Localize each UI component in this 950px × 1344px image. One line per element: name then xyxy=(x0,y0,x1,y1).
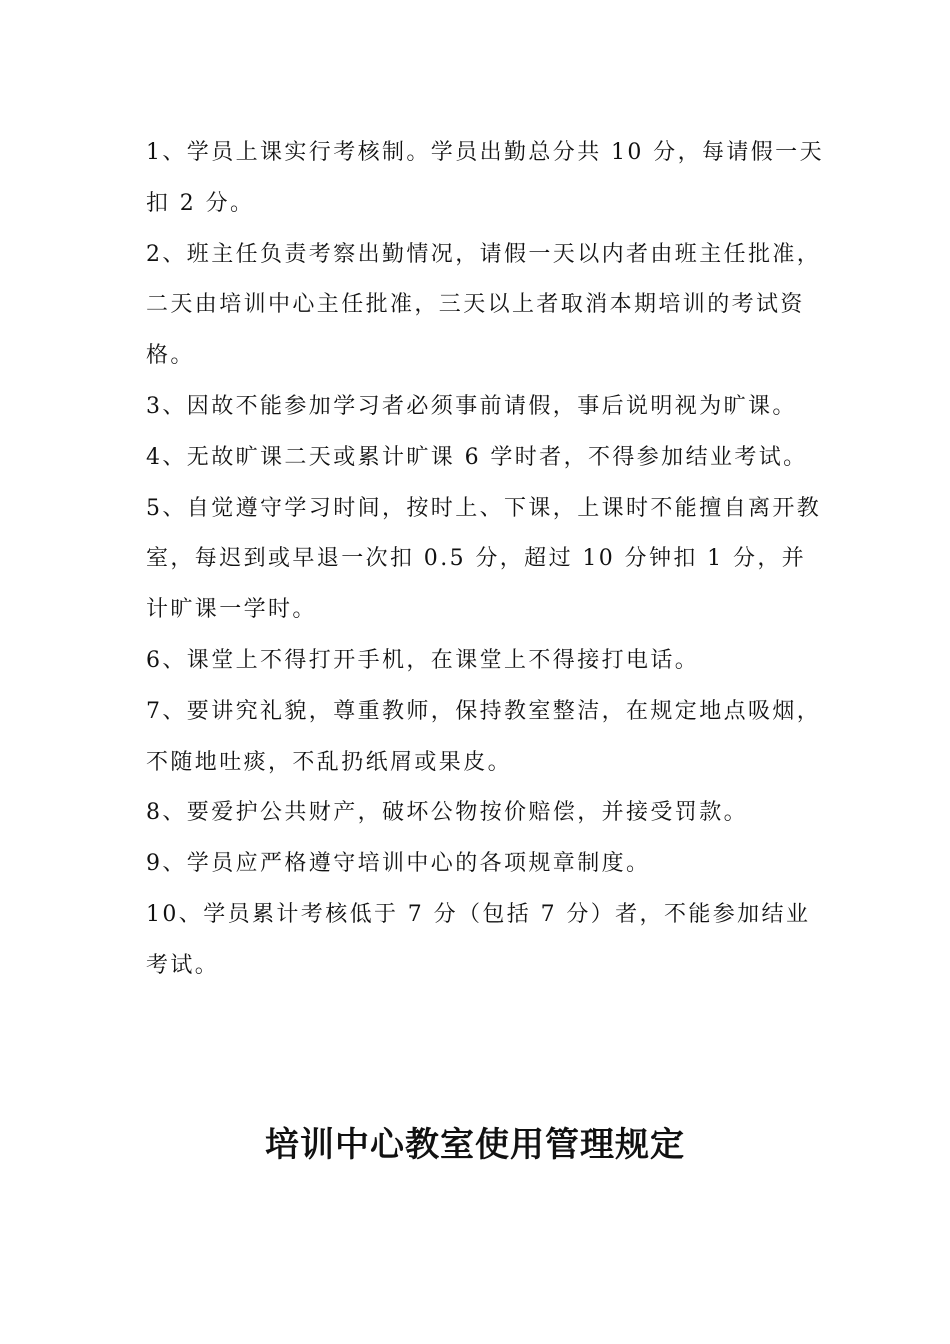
rule-item-6: 6、课堂上不得打开手机，在课堂上不得接打电话。 xyxy=(146,647,700,673)
rule-item-7: 7、要讲究礼貌，尊重教师，保持教室整洁，在规定地点吸烟，不随地吐痰，不乱扔纸屑或果皮。 xyxy=(146,698,822,775)
rule-item-8: 8、要爱护公共财产，破坏公物按价赔偿，并接受罚款。 xyxy=(146,800,748,826)
rule-item-1: 1、学员上课实行考核制。学员出勤总分共 10 分，每请假一天扣 2 分。 xyxy=(146,140,824,216)
section-title: 培训中心教室使用管理规定 xyxy=(265,1125,685,1165)
rule-item-9: 9、学员应严格遵守培训中心的各项规章制度。 xyxy=(146,851,651,877)
rule-item-2: 2、班主任负责考察出勤情况，请假一天以内者由班主任批准，二天由培训中心主任批准，三天以上者取消本期培训的考试资格。 xyxy=(146,241,822,369)
attendance-rules-list xyxy=(146,128,826,992)
rule-item-4: 4、无故旷课二天或累计旷课 6 学时者，不得参加结业考试。 xyxy=(146,444,808,470)
rule-item-5: 5、自觉遵守学习时间，按时上、下课，上课时不能擅自离开教室，每迟到或早退一次扣 0.5 分，超过 10 分钟扣 1 分，并计旷课一学时。 xyxy=(146,495,822,623)
rule-item-10: 10、学员累计考核低于 7 分（包括 7 分）者，不能参加结业考试。 xyxy=(146,901,811,978)
rule-item-3: 3、因故不能参加学习者必须事前请假，事后说明视为旷课。 xyxy=(146,393,797,419)
